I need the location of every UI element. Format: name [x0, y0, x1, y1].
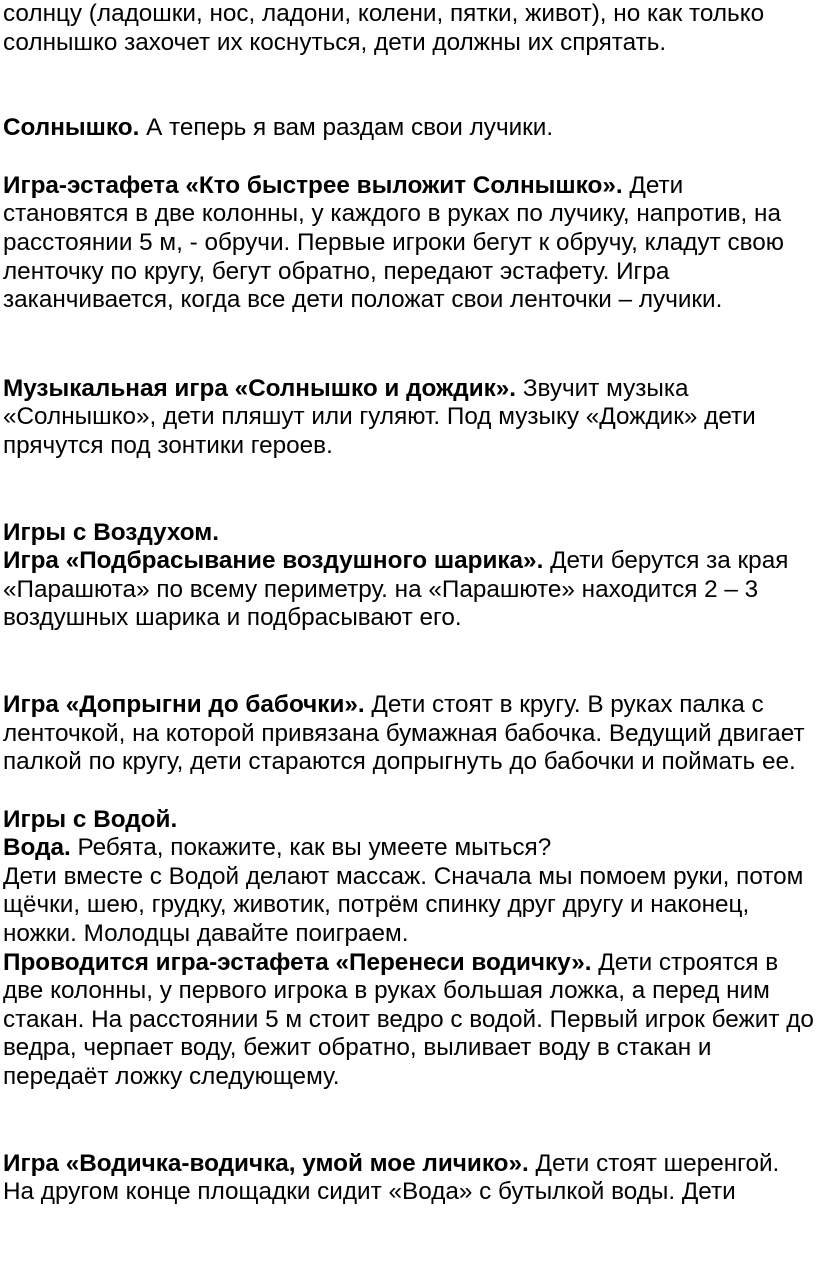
paragraph-text: Дети вместе с Водой делают массаж. Сначала мы помоем руки, потом щёчки, шею, грудку, животик, потрём спинку друг другу и наконец, ножки. Молодцы давайте поиграем.	[3, 862, 804, 948]
paragraph-spacer	[3, 633, 815, 691]
paragraph-text: Дети строятся в две колонны, у первого игрока в руках большая ложка, а перед ним стакан. На расстоянии 5 м стоит ведро с водой. Первый игрок бежит до ведра, черпает воду, бежит обратно, выливает воду в стакан и передаёт ложку следующему.	[3, 948, 814, 1091]
game-title: Проводится игра-эстафета «Перенеси водичку».	[3, 948, 592, 976]
paragraph-relay-sun	[3, 172, 815, 315]
speaker-label: Вода.	[3, 834, 71, 862]
paragraph-spacer	[3, 143, 815, 172]
game-title: Игра «Водичка-водичка, умой мое личико».	[3, 1149, 529, 1177]
paragraph-water-speech	[3, 834, 815, 863]
paragraph-relay-water	[3, 949, 815, 1092]
paragraph-spacer	[3, 315, 815, 375]
paragraph-massage	[3, 863, 815, 949]
paragraph-text: Дети берутся за края «Парашюта» по всему периметру. на «Парашюте» находится 2 – 3 воздушных шарика и подбрасывают его.	[3, 547, 789, 632]
game-title: Игра «Допрыгни до бабочки».	[3, 690, 365, 718]
paragraph-text: Дети стоят шеренгой.	[528, 1149, 780, 1177]
paragraph-wash-game	[3, 1150, 815, 1179]
section-title: Игры с Воздухом.	[3, 518, 220, 546]
paragraph-text: Дети становятся в две колонны, у каждого в руках по лучику, напротив, на расстоянии 5 м, - обручи. Первые игроки бегут к обручу, кладут свою ленточку по кругу, бегут обратно, передают эстафету. Игра заканчивается, когда все дети положат свои ленточки – лучики.	[3, 171, 784, 314]
paragraph-text: А теперь я вам раздам свои лучики.	[139, 114, 554, 142]
section-heading-water	[3, 806, 815, 835]
paragraph-text: солнцу (ладошки, нос, ладони, колени, пятки, живот), но как только солнышко захочет их коснуться, дети должны их спрятать.	[3, 0, 765, 56]
paragraph-butterfly-game	[3, 691, 815, 777]
speaker-label: Солнышко.	[3, 114, 140, 142]
document-body	[3, 0, 815, 1207]
game-title: Игра-эстафета «Кто быстрее выложит Солнышко».	[3, 171, 623, 199]
section-heading-air	[3, 519, 815, 548]
paragraph-intro	[3, 0, 815, 57]
game-title: Игра «Подбрасывание воздушного шарика».	[3, 547, 544, 575]
paragraph-text: На другом конце площадки сидит «Вода» с бутылкой воды. Дети	[3, 1178, 736, 1206]
paragraph-spacer	[3, 461, 815, 519]
paragraph-balloon-game	[3, 547, 815, 633]
paragraph-spacer	[3, 57, 815, 114]
game-title: Музыкальная игра «Солнышко и дождик».	[3, 374, 517, 402]
paragraph-spacer	[3, 777, 815, 806]
paragraph-music-game	[3, 375, 815, 461]
paragraph-spacer	[3, 1092, 815, 1150]
paragraph-text: Дети стоят в кругу. В руках палка с ленточкой, на которой привязана бумажная бабочка. Ведущий двигает палкой по кругу, дети стараются допрыгнуть до бабочки и поймать ее.	[3, 690, 805, 776]
paragraph-sun-speech	[3, 114, 815, 143]
paragraph-text: Ребята, покажите, как вы умеете мыться?	[70, 834, 552, 862]
paragraph-wash-game-continued	[3, 1178, 815, 1207]
section-title: Игры с Водой.	[3, 805, 178, 833]
paragraph-text: Звучит музыка «Солнышко», дети пляшут или гуляют. Под музыку «Дождик» дети прячутся под зонтики героев.	[3, 374, 756, 459]
